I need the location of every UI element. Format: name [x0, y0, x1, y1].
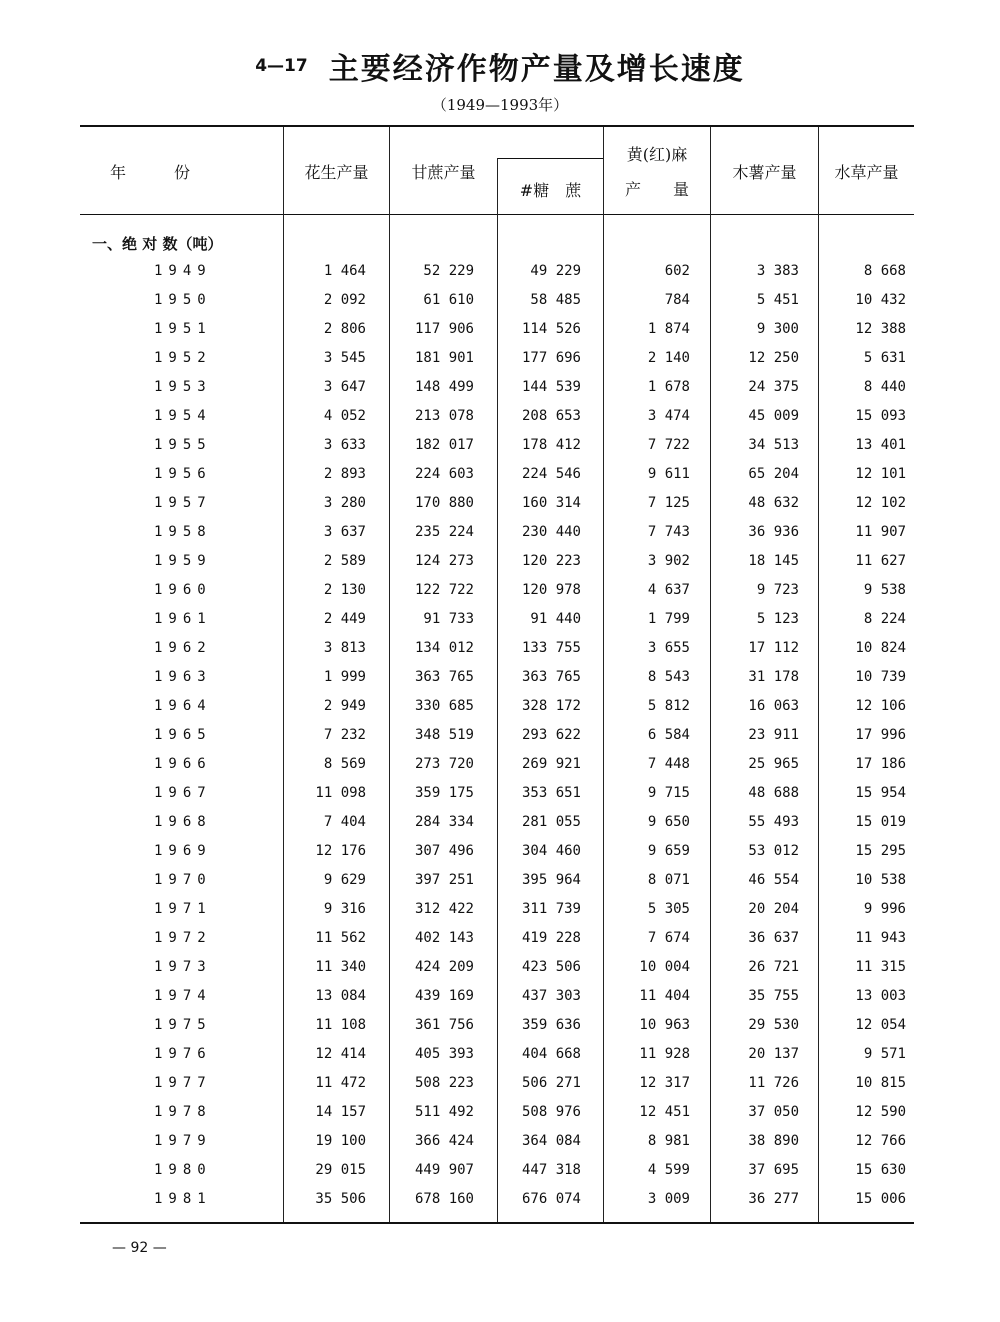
table-row — [80, 953, 914, 982]
cell-sugarcane: 402 143 — [414, 930, 474, 946]
cell-cassava: 31 178 — [748, 669, 799, 685]
cell-sugarcane: 213 078 — [414, 408, 474, 424]
cell-water-grass: 15 006 — [855, 1191, 906, 1207]
cell-water-grass: 10 432 — [855, 292, 906, 308]
table-row — [80, 1185, 914, 1214]
cell-year: 1967 — [154, 785, 212, 801]
cell-peanut: 2 092 — [323, 292, 366, 308]
cell-water-grass: 15 954 — [855, 785, 906, 801]
cell-water-grass: 12 590 — [855, 1104, 906, 1120]
cell-jute: 5 812 — [647, 698, 690, 714]
cell-sugarcane: 181 901 — [414, 350, 474, 366]
cell-jute: 9 659 — [647, 843, 690, 859]
table-row — [80, 692, 914, 721]
cell-year: 1961 — [154, 611, 212, 627]
table-row — [80, 634, 914, 663]
cell-peanut: 11 340 — [315, 959, 366, 975]
cell-cassava: 3 383 — [756, 263, 799, 279]
cell-water-grass: 10 538 — [855, 872, 906, 888]
cell-sugar-cane-sub: 508 976 — [521, 1104, 581, 1120]
cell-peanut: 3 280 — [323, 495, 366, 511]
cell-year: 1973 — [154, 959, 212, 975]
cell-peanut: 1 999 — [323, 669, 366, 685]
cell-year: 1963 — [154, 669, 212, 685]
cell-sugarcane: 439 169 — [414, 988, 474, 1004]
cell-jute: 7 448 — [647, 756, 690, 772]
cell-water-grass: 8 224 — [863, 611, 906, 627]
table-row — [80, 315, 914, 344]
table-number: 4—17 — [255, 56, 308, 76]
cell-water-grass: 9 996 — [863, 901, 906, 917]
cell-jute: 602 — [664, 263, 690, 279]
header-jute-line2: 产 量 — [624, 180, 689, 199]
cell-peanut: 12 414 — [315, 1046, 366, 1062]
cell-cassava: 20 204 — [748, 901, 799, 917]
cell-sugar-cane-sub: 395 964 — [521, 872, 581, 888]
cell-cassava: 17 112 — [748, 640, 799, 656]
table-row — [80, 257, 914, 286]
cell-jute: 7 743 — [647, 524, 690, 540]
table-title — [0, 44, 1000, 88]
header-cassava: 木薯产量 — [732, 163, 797, 182]
cell-sugar-cane-sub: 353 651 — [521, 785, 581, 801]
table-period: （1949—1993年） — [431, 96, 569, 114]
cell-water-grass: 17 186 — [855, 756, 906, 772]
table-row — [80, 837, 914, 866]
cell-year: 1953 — [154, 379, 212, 395]
cell-sugar-cane-sub: 178 412 — [521, 437, 581, 453]
cell-sugarcane: 397 251 — [414, 872, 474, 888]
cell-peanut: 7 232 — [323, 727, 366, 743]
cell-jute: 11 404 — [639, 988, 690, 1004]
cell-water-grass: 9 571 — [863, 1046, 906, 1062]
cell-water-grass: 15 019 — [855, 814, 906, 830]
cell-year: 1949 — [154, 263, 212, 279]
table-row — [80, 1156, 914, 1185]
cell-sugarcane: 61 610 — [423, 292, 474, 308]
cell-sugar-cane-sub: 114 526 — [521, 321, 581, 337]
cell-water-grass: 12 101 — [855, 466, 906, 482]
cell-jute: 8 071 — [647, 872, 690, 888]
cell-year: 1950 — [154, 292, 212, 308]
cell-sugarcane: 182 017 — [414, 437, 474, 453]
cell-year: 1975 — [154, 1017, 212, 1033]
cell-peanut: 3 633 — [323, 437, 366, 453]
cell-peanut: 3 647 — [323, 379, 366, 395]
cell-year: 1958 — [154, 524, 212, 540]
cell-peanut: 29 015 — [315, 1162, 366, 1178]
cell-sugarcane: 170 880 — [414, 495, 474, 511]
cell-sugar-cane-sub: 269 921 — [521, 756, 581, 772]
cell-water-grass: 8 668 — [863, 263, 906, 279]
cell-cassava: 24 375 — [748, 379, 799, 395]
cell-water-grass: 11 627 — [855, 553, 906, 569]
table-row — [80, 344, 914, 373]
cell-sugar-cane-sub: 144 539 — [521, 379, 581, 395]
cell-peanut: 12 176 — [315, 843, 366, 859]
cell-water-grass: 5 631 — [863, 350, 906, 366]
cell-sugarcane: 359 175 — [414, 785, 474, 801]
cell-cassava: 37 050 — [748, 1104, 799, 1120]
cell-year: 1969 — [154, 843, 212, 859]
cell-cassava: 11 726 — [748, 1075, 799, 1091]
table-row — [80, 1098, 914, 1127]
cell-sugar-cane-sub: 177 696 — [521, 350, 581, 366]
cell-sugar-cane-sub: 133 755 — [521, 640, 581, 656]
cell-year: 1974 — [154, 988, 212, 1004]
cell-peanut: 1 464 — [323, 263, 366, 279]
cell-year: 1970 — [154, 872, 212, 888]
cell-sugarcane: 348 519 — [414, 727, 474, 743]
cell-peanut: 11 472 — [315, 1075, 366, 1091]
header-sugarcane-sub: #糖 蔗 — [519, 181, 582, 200]
cell-peanut: 11 562 — [315, 930, 366, 946]
cell-sugarcane: 273 720 — [414, 756, 474, 772]
cell-year: 1981 — [154, 1191, 212, 1207]
cell-sugar-cane-sub: 506 271 — [521, 1075, 581, 1091]
cell-water-grass: 11 315 — [855, 959, 906, 975]
cell-jute: 9 611 — [647, 466, 690, 482]
cell-peanut: 3 545 — [323, 350, 366, 366]
header-peanut: 花生产量 — [304, 163, 369, 182]
cell-sugar-cane-sub: 419 228 — [521, 930, 581, 946]
header-year: 年 份 — [110, 163, 191, 182]
cell-cassava: 55 493 — [748, 814, 799, 830]
cell-year: 1965 — [154, 727, 212, 743]
cell-water-grass: 10 824 — [855, 640, 906, 656]
cell-peanut: 3 637 — [323, 524, 366, 540]
cell-cassava: 48 632 — [748, 495, 799, 511]
cell-sugar-cane-sub: 160 314 — [521, 495, 581, 511]
cell-sugar-cane-sub: 224 546 — [521, 466, 581, 482]
cell-jute: 3 902 — [647, 553, 690, 569]
cell-water-grass: 13 401 — [855, 437, 906, 453]
cell-jute: 3 009 — [647, 1191, 690, 1207]
table-row — [80, 924, 914, 953]
table-row — [80, 721, 914, 750]
cell-jute: 2 140 — [647, 350, 690, 366]
cell-sugar-cane-sub: 91 440 — [530, 611, 581, 627]
cell-peanut: 2 589 — [323, 553, 366, 569]
cell-year: 1960 — [154, 582, 212, 598]
cell-cassava: 36 277 — [748, 1191, 799, 1207]
cell-year: 1976 — [154, 1046, 212, 1062]
table-row — [80, 663, 914, 692]
cell-sugar-cane-sub: 230 440 — [521, 524, 581, 540]
cell-water-grass: 15 093 — [855, 408, 906, 424]
cell-year: 1968 — [154, 814, 212, 830]
cell-water-grass: 12 054 — [855, 1017, 906, 1033]
cell-sugarcane: 361 756 — [414, 1017, 474, 1033]
cell-year: 1972 — [154, 930, 212, 946]
cell-peanut: 3 813 — [323, 640, 366, 656]
table-row — [80, 808, 914, 837]
cell-jute: 9 715 — [647, 785, 690, 801]
cell-year: 1962 — [154, 640, 212, 656]
table-row — [80, 402, 914, 431]
cell-cassava: 25 965 — [748, 756, 799, 772]
cell-jute: 7 722 — [647, 437, 690, 453]
cell-jute: 3 474 — [647, 408, 690, 424]
cell-sugarcane: 235 224 — [414, 524, 474, 540]
cell-water-grass: 15 295 — [855, 843, 906, 859]
cell-year: 1978 — [154, 1104, 212, 1120]
cell-sugarcane: 148 499 — [414, 379, 474, 395]
cell-cassava: 9 723 — [756, 582, 799, 598]
cell-water-grass: 11 907 — [855, 524, 906, 540]
cell-cassava: 34 513 — [748, 437, 799, 453]
cell-peanut: 13 084 — [315, 988, 366, 1004]
cell-water-grass: 12 388 — [855, 321, 906, 337]
cell-cassava: 9 300 — [756, 321, 799, 337]
cell-sugarcane: 134 012 — [414, 640, 474, 656]
cell-cassava: 12 250 — [748, 350, 799, 366]
cell-jute: 6 584 — [647, 727, 690, 743]
cell-sugar-cane-sub: 304 460 — [521, 843, 581, 859]
cell-cassava: 20 137 — [748, 1046, 799, 1062]
cell-water-grass: 17 996 — [855, 727, 906, 743]
cell-jute: 4 637 — [647, 582, 690, 598]
cell-sugarcane: 124 273 — [414, 553, 474, 569]
cell-cassava: 53 012 — [748, 843, 799, 859]
cell-year: 1955 — [154, 437, 212, 453]
cell-water-grass: 13 003 — [855, 988, 906, 1004]
cell-water-grass: 12 106 — [855, 698, 906, 714]
cell-cassava: 38 890 — [748, 1133, 799, 1149]
table-row — [80, 750, 914, 779]
cell-year: 1964 — [154, 698, 212, 714]
cell-year: 1980 — [154, 1162, 212, 1178]
cell-jute: 3 655 — [647, 640, 690, 656]
cell-sugar-cane-sub: 58 485 — [530, 292, 581, 308]
cell-water-grass: 10 739 — [855, 669, 906, 685]
cell-sugarcane: 224 603 — [414, 466, 474, 482]
cell-jute: 5 305 — [647, 901, 690, 917]
cell-water-grass: 12 102 — [855, 495, 906, 511]
cell-water-grass: 8 440 — [863, 379, 906, 395]
cell-year: 1977 — [154, 1075, 212, 1091]
section-label: 一、绝 对 数（吨） — [92, 235, 223, 253]
cell-sugarcane: 366 424 — [414, 1133, 474, 1149]
table-row — [80, 1127, 914, 1156]
table-row — [80, 1011, 914, 1040]
cell-sugarcane: 117 906 — [414, 321, 474, 337]
top-rule — [80, 125, 914, 127]
cell-year: 1952 — [154, 350, 212, 366]
cell-sugarcane: 508 223 — [414, 1075, 474, 1091]
table-row — [80, 1040, 914, 1069]
cell-cassava: 26 721 — [748, 959, 799, 975]
cell-sugar-cane-sub: 676 074 — [521, 1191, 581, 1207]
cell-jute: 8 543 — [647, 669, 690, 685]
cell-cassava: 35 755 — [748, 988, 799, 1004]
sugarcane-sub-rule — [497, 158, 603, 159]
cell-jute: 11 928 — [639, 1046, 690, 1062]
cell-jute: 10 963 — [639, 1017, 690, 1033]
cell-sugar-cane-sub: 437 303 — [521, 988, 581, 1004]
cell-cassava: 23 911 — [748, 727, 799, 743]
cell-sugarcane: 678 160 — [414, 1191, 474, 1207]
cell-sugarcane: 405 393 — [414, 1046, 474, 1062]
cell-cassava: 46 554 — [748, 872, 799, 888]
cell-cassava: 36 637 — [748, 930, 799, 946]
cell-peanut: 2 893 — [323, 466, 366, 482]
cell-sugar-cane-sub: 363 765 — [521, 669, 581, 685]
cell-cassava: 65 204 — [748, 466, 799, 482]
cell-jute: 8 981 — [647, 1133, 690, 1149]
cell-peanut: 2 130 — [323, 582, 366, 598]
cell-sugar-cane-sub: 281 055 — [521, 814, 581, 830]
bottom-rule — [80, 1222, 914, 1224]
cell-sugarcane: 312 422 — [414, 901, 474, 917]
cell-cassava: 45 009 — [748, 408, 799, 424]
cell-cassava: 48 688 — [748, 785, 799, 801]
table-row — [80, 895, 914, 924]
cell-peanut: 35 506 — [315, 1191, 366, 1207]
cell-cassava: 36 936 — [748, 524, 799, 540]
table-row — [80, 373, 914, 402]
table-row — [80, 518, 914, 547]
cell-jute: 1 678 — [647, 379, 690, 395]
cell-sugarcane: 52 229 — [423, 263, 474, 279]
cell-cassava: 5 123 — [756, 611, 799, 627]
table-row — [80, 460, 914, 489]
cell-cassava: 5 451 — [756, 292, 799, 308]
table-row — [80, 286, 914, 315]
cell-year: 1966 — [154, 756, 212, 772]
cell-sugar-cane-sub: 404 668 — [521, 1046, 581, 1062]
cell-sugarcane: 330 685 — [414, 698, 474, 714]
table-row — [80, 489, 914, 518]
cell-sugar-cane-sub: 364 084 — [521, 1133, 581, 1149]
table-row — [80, 866, 914, 895]
header-sugarcane: 甘蔗产量 — [411, 163, 476, 182]
cell-cassava: 37 695 — [748, 1162, 799, 1178]
cell-jute: 9 650 — [647, 814, 690, 830]
cell-sugar-cane-sub: 328 172 — [521, 698, 581, 714]
cell-sugarcane: 449 907 — [414, 1162, 474, 1178]
page-number: — 92 — — [112, 1240, 167, 1256]
cell-peanut: 8 569 — [323, 756, 366, 772]
cell-water-grass: 15 630 — [855, 1162, 906, 1178]
cell-jute: 7 674 — [647, 930, 690, 946]
table-row — [80, 547, 914, 576]
cell-year: 1971 — [154, 901, 212, 917]
table-title-text: 主要经济作物产量及增长速度 — [328, 52, 745, 87]
cell-peanut: 9 629 — [323, 872, 366, 888]
table-row — [80, 431, 914, 460]
cell-year: 1954 — [154, 408, 212, 424]
table-row — [80, 982, 914, 1011]
cell-jute: 12 317 — [639, 1075, 690, 1091]
cell-peanut: 11 108 — [315, 1017, 366, 1033]
cell-sugarcane: 307 496 — [414, 843, 474, 859]
cell-jute: 1 799 — [647, 611, 690, 627]
cell-peanut: 7 404 — [323, 814, 366, 830]
cell-jute: 7 125 — [647, 495, 690, 511]
cell-peanut: 2 949 — [323, 698, 366, 714]
cell-sugarcane: 91 733 — [423, 611, 474, 627]
cell-sugar-cane-sub: 120 978 — [521, 582, 581, 598]
cell-sugarcane: 511 492 — [414, 1104, 474, 1120]
cell-sugarcane: 363 765 — [414, 669, 474, 685]
cell-peanut: 2 806 — [323, 321, 366, 337]
cell-sugarcane: 284 334 — [414, 814, 474, 830]
cell-year: 1979 — [154, 1133, 212, 1149]
cell-sugar-cane-sub: 208 653 — [521, 408, 581, 424]
cell-cassava: 29 530 — [748, 1017, 799, 1033]
cell-peanut: 11 098 — [315, 785, 366, 801]
cell-sugarcane: 122 722 — [414, 582, 474, 598]
cell-sugar-cane-sub: 311 739 — [521, 901, 581, 917]
cell-cassava: 16 063 — [748, 698, 799, 714]
cell-sugar-cane-sub: 293 622 — [521, 727, 581, 743]
cell-water-grass: 9 538 — [863, 582, 906, 598]
cell-peanut: 9 316 — [323, 901, 366, 917]
cell-peanut: 4 052 — [323, 408, 366, 424]
table-row — [80, 576, 914, 605]
cell-peanut: 14 157 — [315, 1104, 366, 1120]
cell-jute: 12 451 — [639, 1104, 690, 1120]
cell-water-grass: 11 943 — [855, 930, 906, 946]
cell-sugar-cane-sub: 423 506 — [521, 959, 581, 975]
cell-jute: 1 874 — [647, 321, 690, 337]
cell-jute: 784 — [664, 292, 690, 308]
cell-year: 1951 — [154, 321, 212, 337]
cell-water-grass: 12 766 — [855, 1133, 906, 1149]
cell-sugar-cane-sub: 49 229 — [530, 263, 581, 279]
header-water-grass: 水草产量 — [834, 163, 899, 182]
cell-sugar-cane-sub: 120 223 — [521, 553, 581, 569]
cell-cassava: 18 145 — [748, 553, 799, 569]
cell-sugarcane: 424 209 — [414, 959, 474, 975]
cell-jute: 10 004 — [639, 959, 690, 975]
cell-year: 1959 — [154, 553, 212, 569]
table-row — [80, 605, 914, 634]
cell-jute: 4 599 — [647, 1162, 690, 1178]
cell-sugar-cane-sub: 359 636 — [521, 1017, 581, 1033]
cell-peanut: 19 100 — [315, 1133, 366, 1149]
cell-water-grass: 10 815 — [855, 1075, 906, 1091]
header-jute-line1: 黄(红)麻 — [626, 145, 688, 164]
cell-sugar-cane-sub: 447 318 — [521, 1162, 581, 1178]
cell-year: 1957 — [154, 495, 212, 511]
table-row — [80, 779, 914, 808]
cell-year: 1956 — [154, 466, 212, 482]
table-row — [80, 1069, 914, 1098]
cell-peanut: 2 449 — [323, 611, 366, 627]
